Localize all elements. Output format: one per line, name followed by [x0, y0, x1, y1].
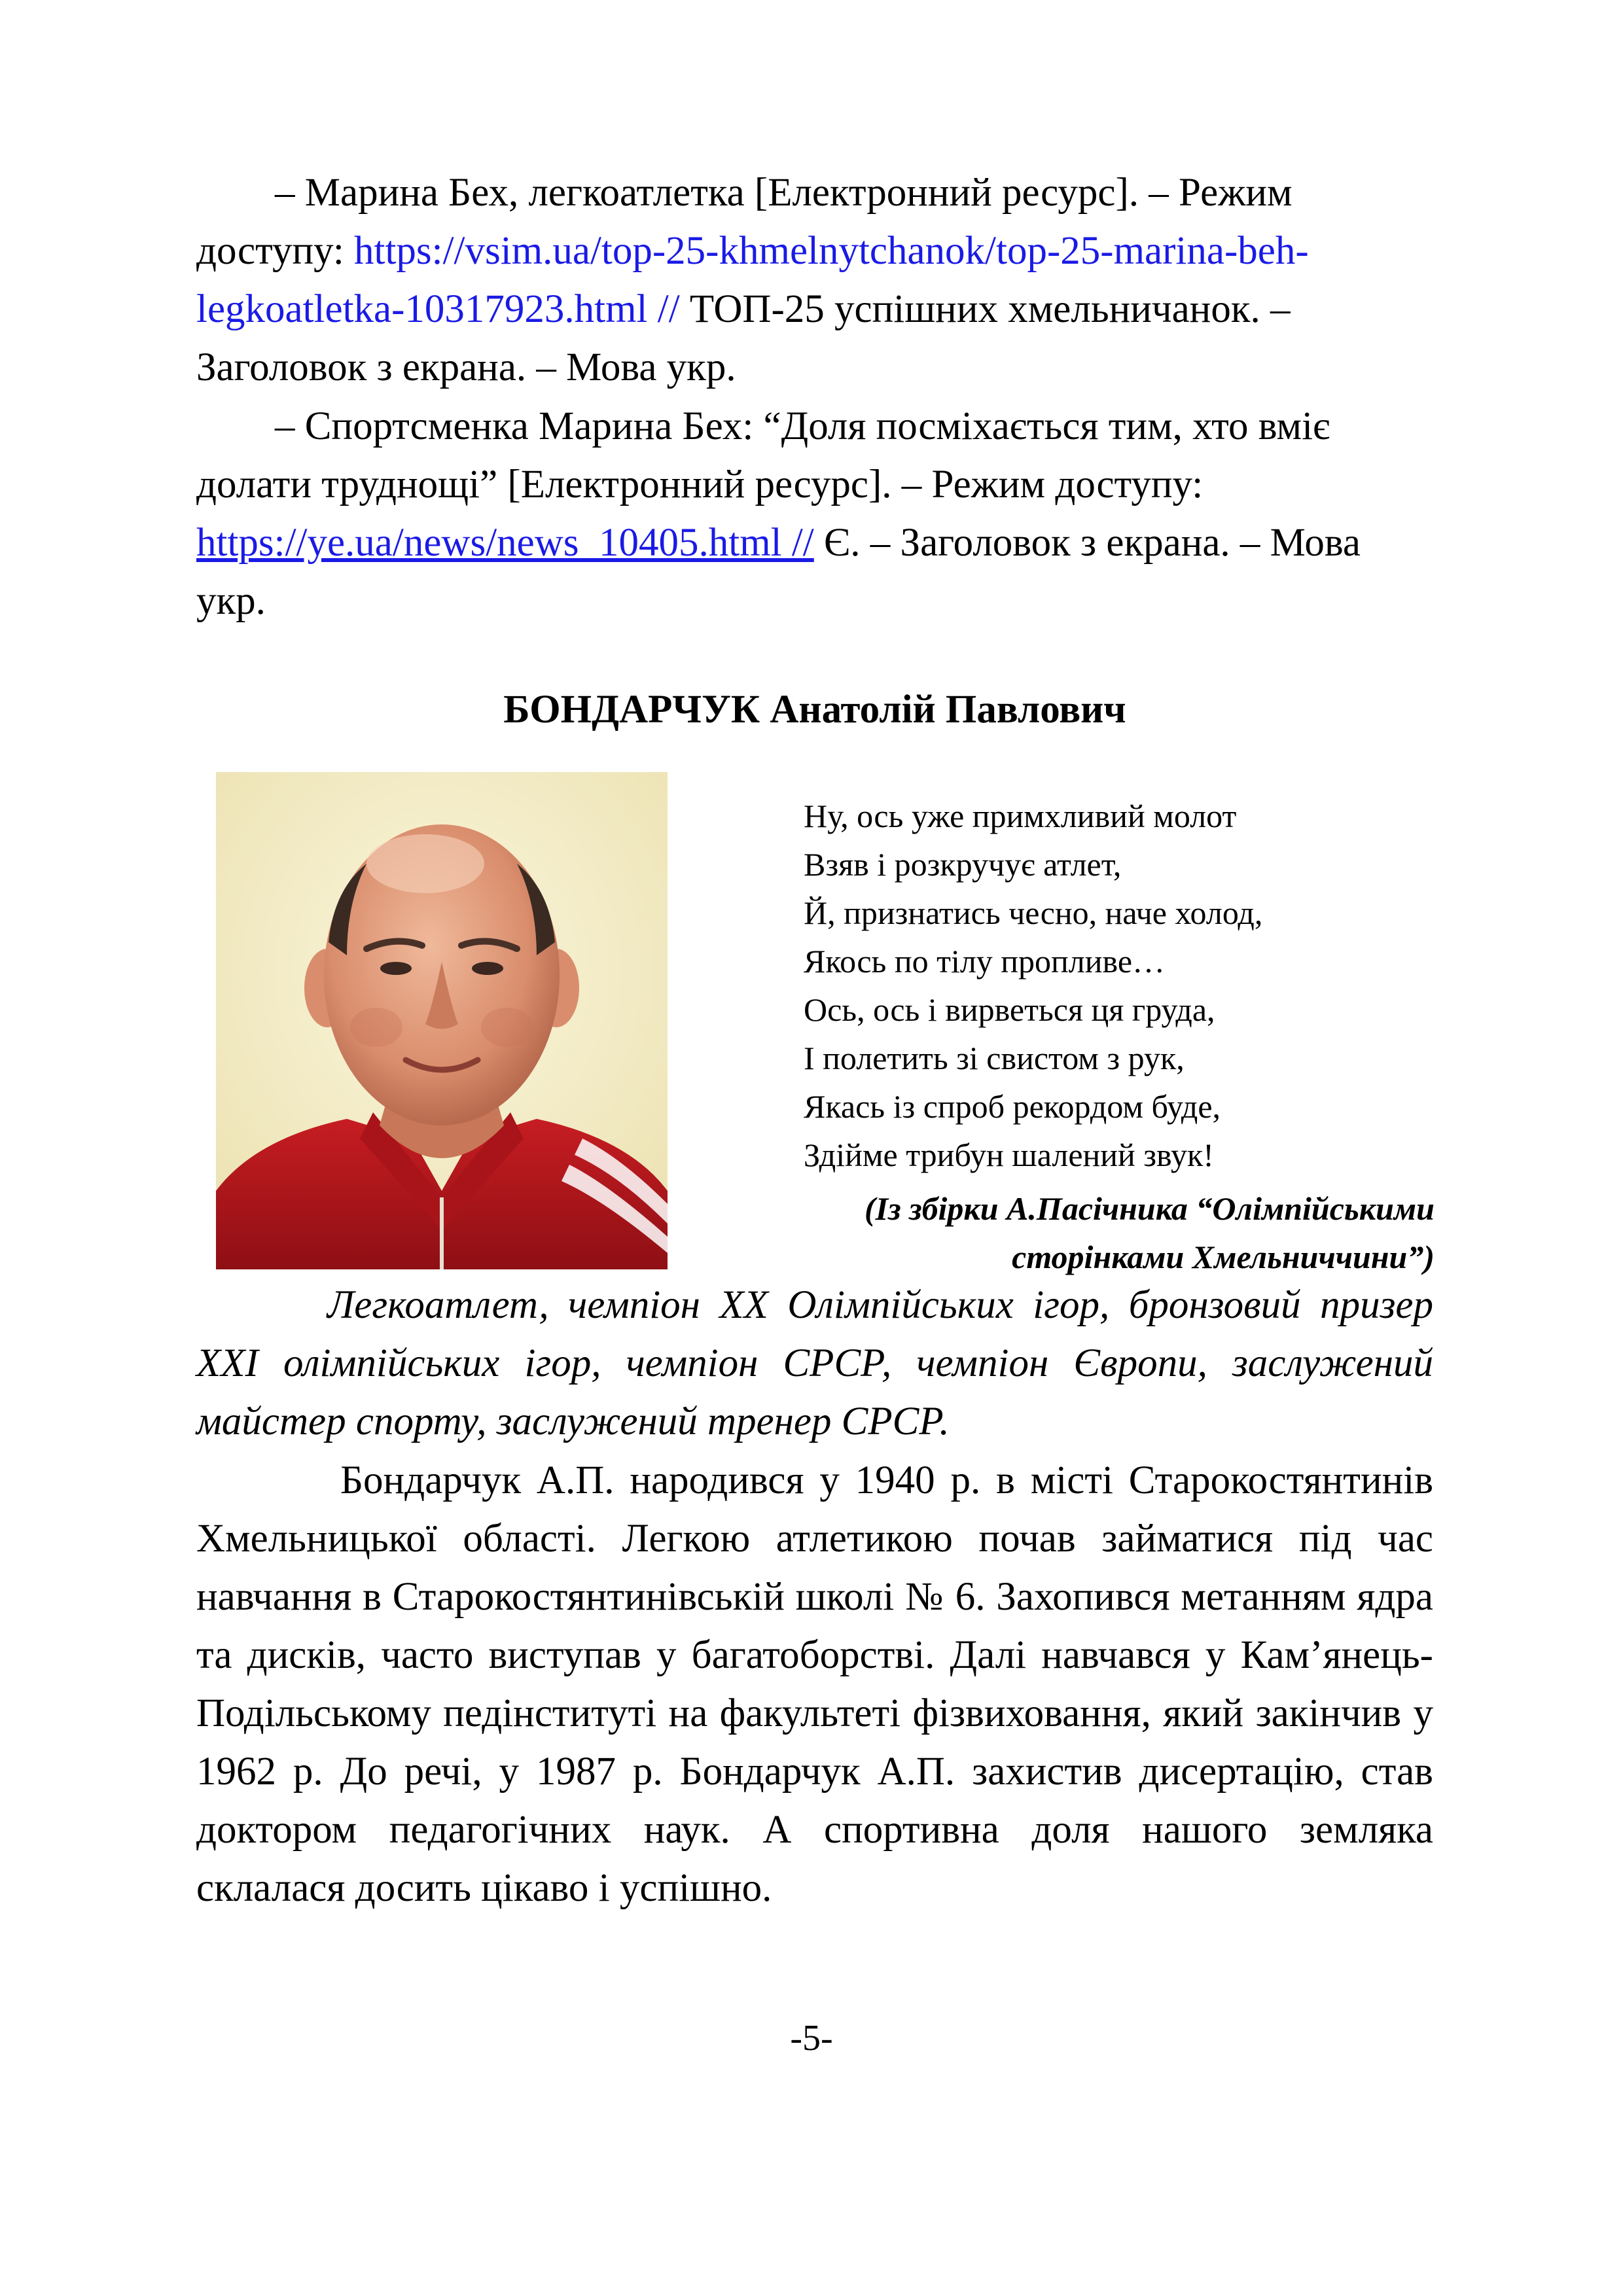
poem-line: І полетить зі свистом з рук, — [804, 1040, 1185, 1076]
reference-2-link[interactable]: https://ye.ua/news/news_10405.html // — [196, 521, 814, 565]
portrait-illustration — [216, 772, 668, 1269]
poem-line: Здійме трибун шалений звук! — [804, 1137, 1214, 1173]
reference-1-link[interactable]: https://vsim.ua/top-25-khmelnytchanok/top-25-marina-beh-legkoatletka-10317923.html // — [196, 229, 1309, 331]
reference-item-2 — [196, 397, 1433, 630]
portrait-photo — [216, 772, 668, 1269]
page-number: -5- — [790, 2018, 833, 2058]
poem-epigraph — [804, 792, 1458, 1179]
poem-line: Ну, ось уже примхливий молот — [804, 798, 1237, 834]
poem-line: Взяв і розкручує атлет, — [804, 846, 1122, 883]
poem-line: Якась із спроб рекордом буде, — [804, 1088, 1221, 1125]
poem-line: Ось, ось і вирветься ця груда, — [804, 991, 1215, 1028]
poem-source: (Із збірки А.Пасічника “Олімпійськими сторінками Хмельниччини”) — [864, 1190, 1435, 1275]
reference-1-text: – Марина Бех, легкоатлетка [Електронний ресурс]. – Режим доступу: — [196, 171, 1293, 273]
reference-2-suffix: Є. – Заголовок з екрана. – Мова укр. — [196, 521, 1361, 623]
reference-item-1 — [196, 164, 1433, 397]
reference-2-text: – Спортсменка Марина Бех: “Доля посміхається тим, хто вміє долати труднощі” [Електронний ресурс]. – Режим доступу: — [196, 404, 1330, 506]
reference-1-suffix: ТОП-25 успішних хмельничанок. – Заголовок з екрана. – Мова укр. — [196, 287, 1291, 389]
poem-line: Й, признатись чесно, наче холод, — [804, 894, 1263, 931]
poem-line: Якось по тілу пропливе… — [804, 943, 1166, 980]
section-heading: БОНДАРЧУК Анатолій Павлович — [503, 688, 1126, 732]
athlete-titles: Легкоатлет, чемпіон XX Олімпійських ігор, бронзовий призер XXI олімпійських ігор, чемпіон СРСР, чемпіон Європи, заслужений майстер спорту, заслужений тренер СРСР. — [196, 1283, 1433, 1443]
biography-paragraph: Бондарчук А.П. народився у 1940 р. в місті Старокостянтинів Хмельницької області. Легкою атлетикою почав займатися під час навчання в Старокостянтинівській школі № 6. Захопився метанням ядра та дисків, часто виступав у багатоборстві. Далі навчався у Кам’янець-Подільському педінституті на факультеті фізвиховання, який закінчив у 1962 р. До речі, у 1987 р. Бондарчук А.П. захистив дисертацію, став доктором педагогічних наук. А спортивна доля нашого земляка склалася досить цікаво і успішно. — [196, 1458, 1433, 1910]
